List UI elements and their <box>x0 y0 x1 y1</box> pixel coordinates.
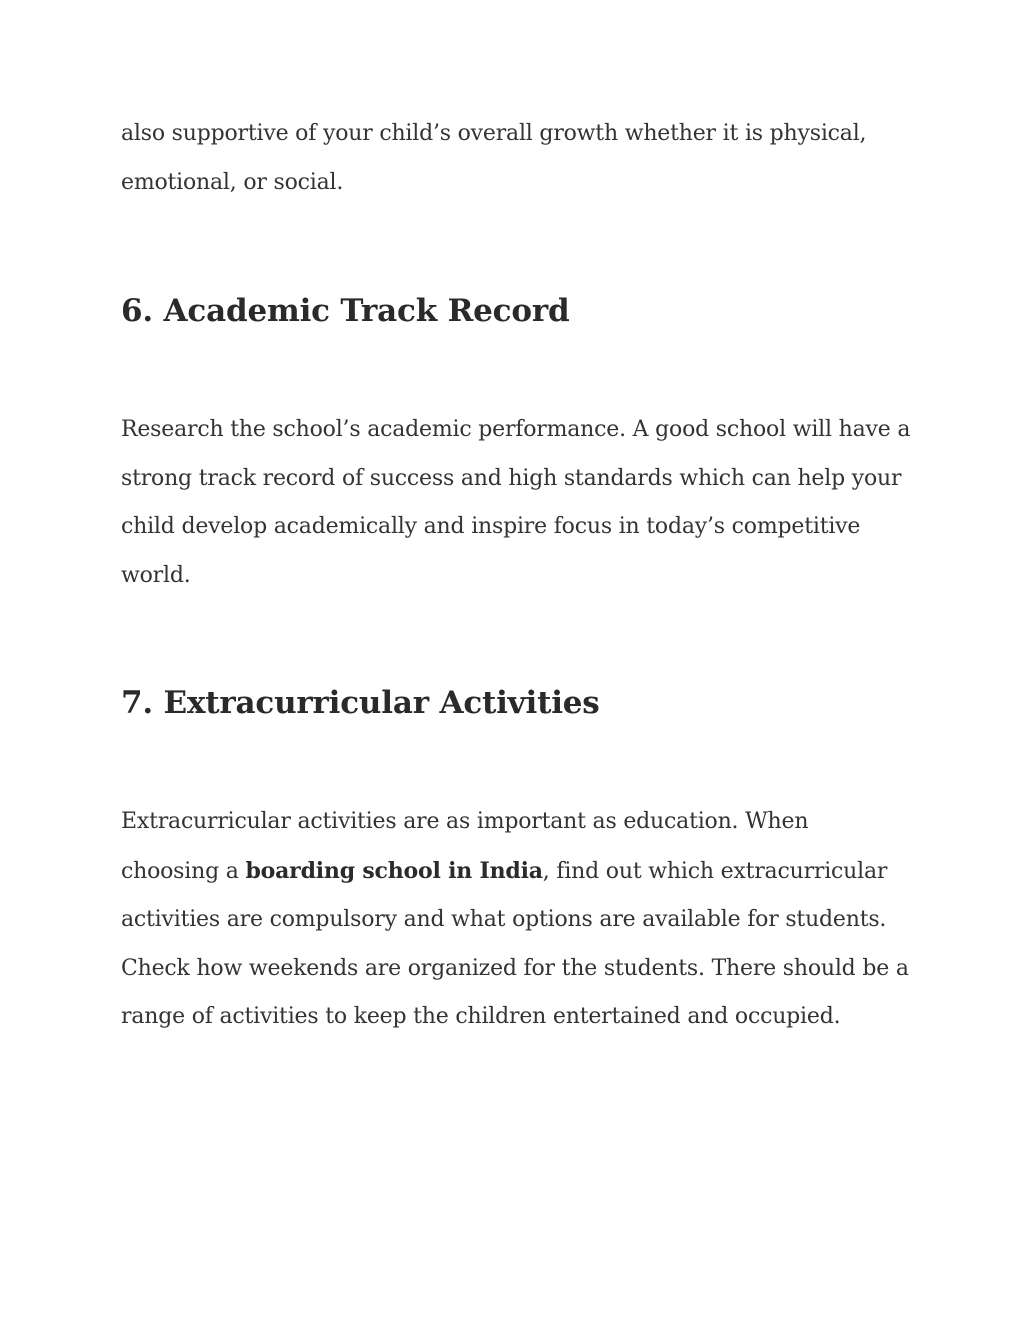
section-7-heading: 7. Extracurricular Activities <box>121 685 600 721</box>
section-7-text-before: Extracurricular activities are as important as education. When choosing a <box>121 809 809 884</box>
section-6-paragraph: Research the school’s academic performance. A good school will have a strong track record of success and high standards which can help your child develop academically and inspire focus in today’s competitive world. <box>121 417 911 588</box>
section-7-paragraph <box>121 798 911 1042</box>
section-6-heading: 6. Academic Track Record <box>121 293 570 329</box>
section-7-text-after: , find out which extracurricular activities are compulsory and what options are available for students. Check how weekends are organized for the students. There should be a range of activities to keep the children entertained and occupied. <box>121 858 909 1029</box>
intro-paragraph: also supportive of your child’s overall growth whether it is physical, emotional, or social. <box>121 121 867 195</box>
boarding-school-link[interactable]: boarding school in India <box>245 857 543 884</box>
